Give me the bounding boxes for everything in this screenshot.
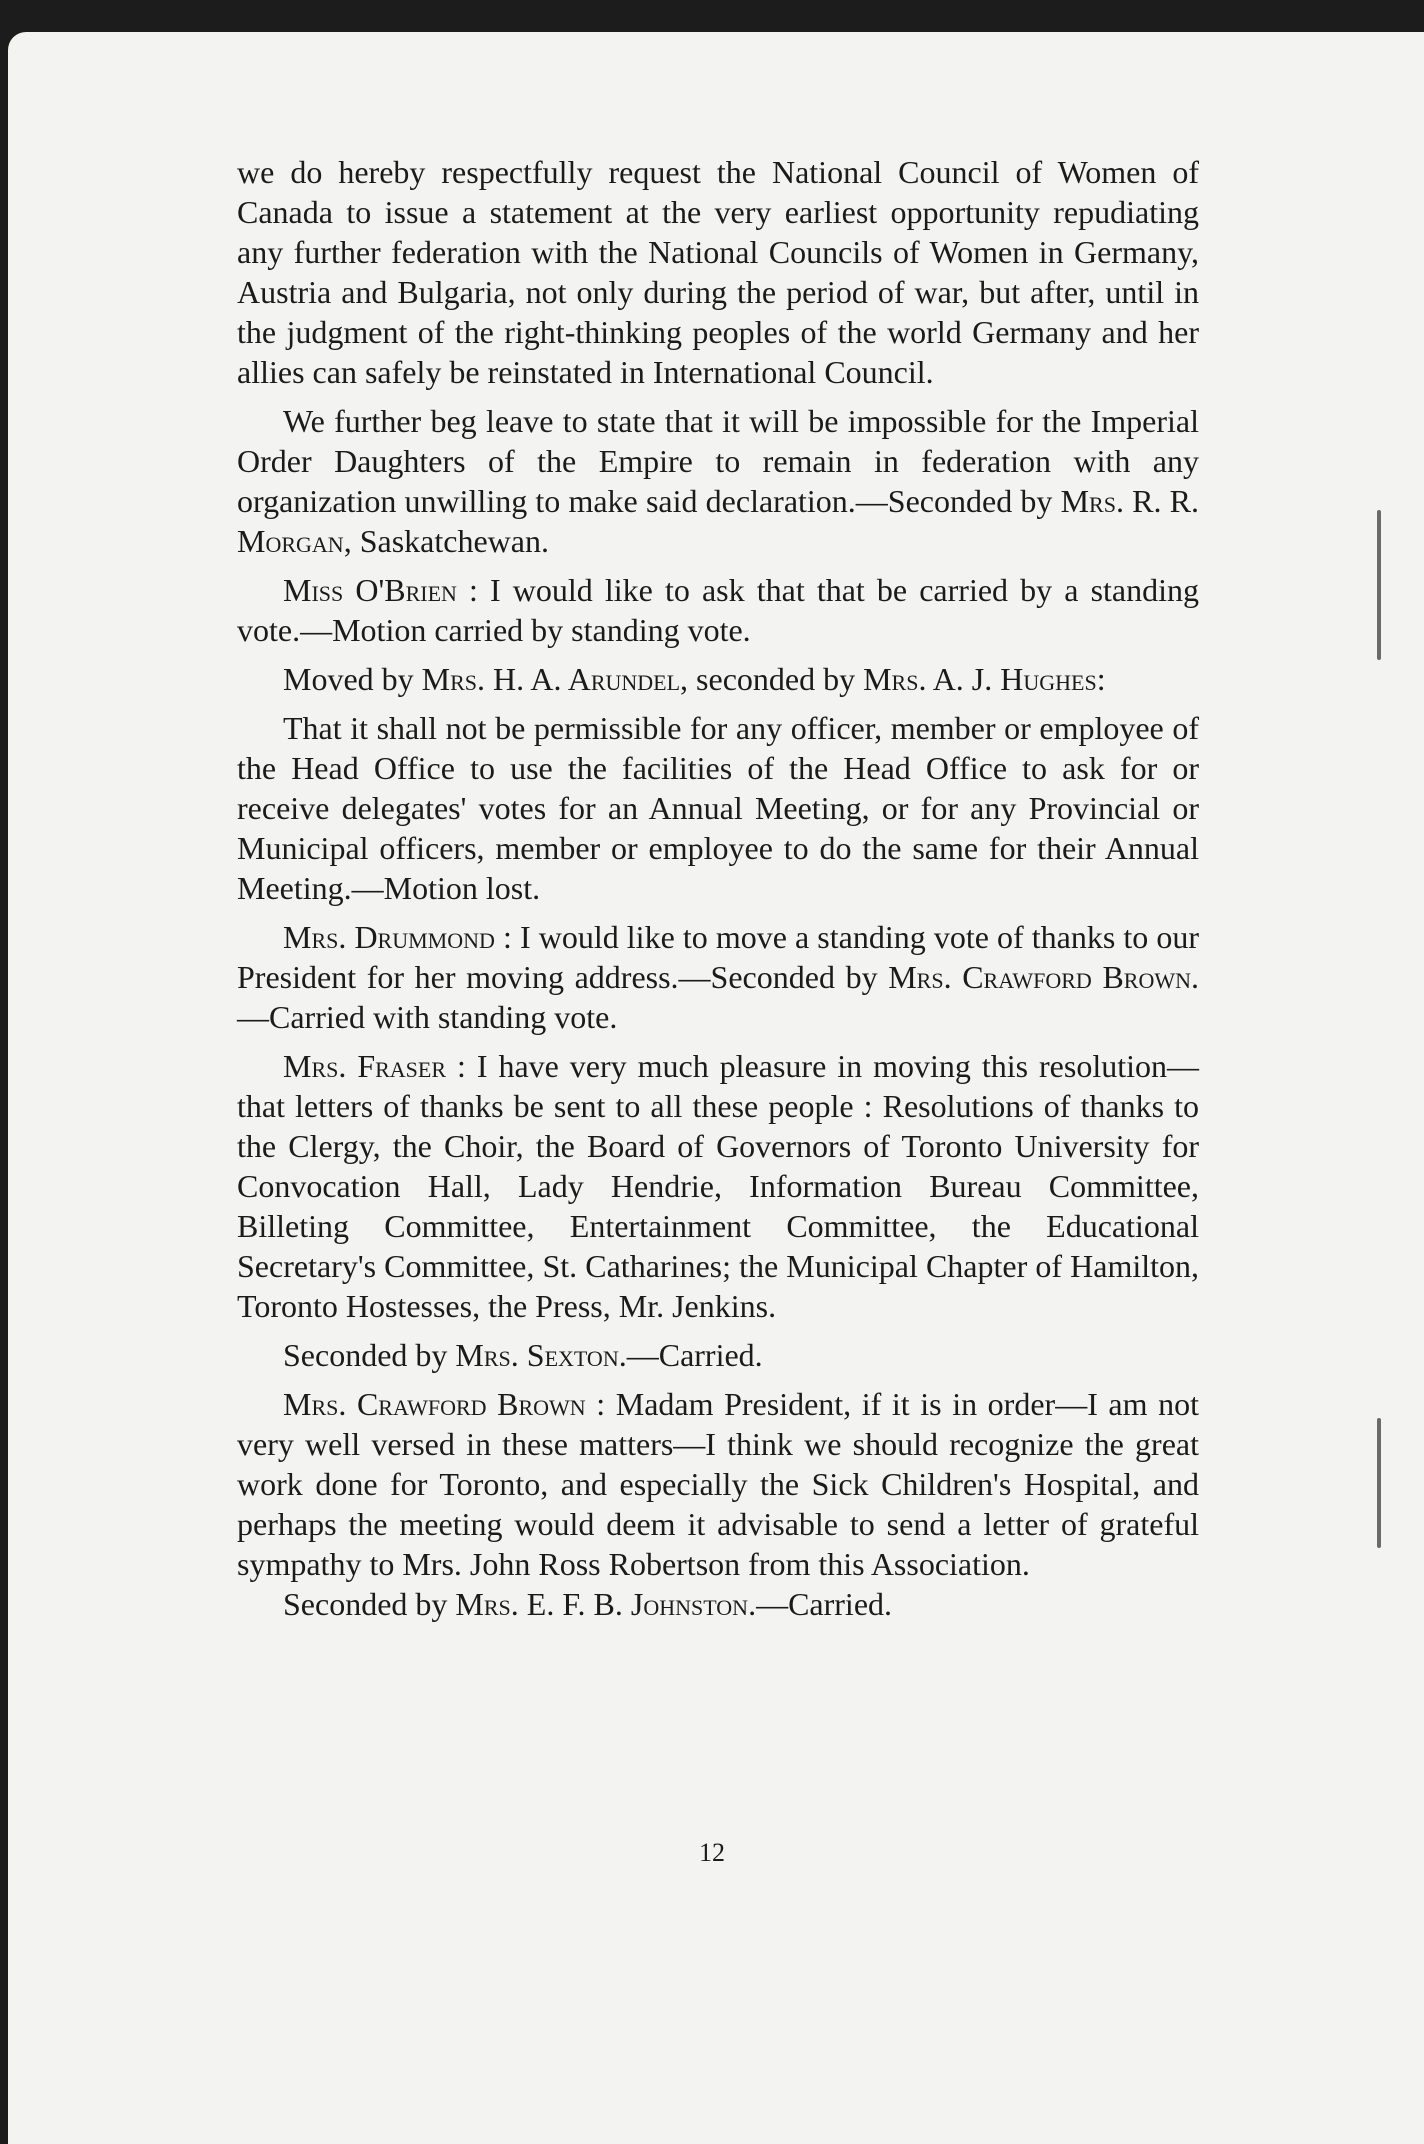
text-run: , Saskatchewan. <box>343 523 549 559</box>
text-run: We further beg leave to state that it will be impossible for the Imperial Order Daughters of the Empire to remain in federation with any organization unwilling to make said declaration.—Seconded by <box>237 403 1199 519</box>
text-run: Seconded by <box>283 1586 456 1622</box>
paragraph-p9 <box>237 1384 1199 1584</box>
speaker-name: Mrs. Crawford Brown <box>888 959 1191 995</box>
speaker-name: Mrs. E. F. B. Johnston <box>455 1586 749 1622</box>
text-run: Moved by <box>283 661 422 697</box>
paragraph-p10 <box>237 1584 1199 1624</box>
paragraph-p2 <box>237 401 1199 561</box>
text-run: : Madam President, if it is in order—I am not very well versed in these matters—I think we should recognize the great work done for Toronto, and especially the Sick Children's Hospital, and perhaps the meeting would deem it advisable to send a letter of grateful sympathy to Mrs. John Ross Robertson from this Association. <box>237 1386 1199 1582</box>
paragraph-p5 <box>237 708 1199 908</box>
speaker-name: Mrs. Crawford Brown <box>283 1386 586 1422</box>
text-run: .—Carried with standing vote. <box>237 959 1199 1035</box>
speaker-name: Mrs. Drummond <box>283 919 495 955</box>
margin-mark-top <box>1377 510 1381 660</box>
paragraph-p8 <box>237 1335 1199 1375</box>
text-run: : I have very much pleasure in moving this resolution—that letters of thanks be sent to all these people : Resolutions of thanks to the Clergy, the Choir, the Board of Governors of Toronto University for Convocation Hall, Lady Hendrie, Information Bureau Committee, Billeting Committee, Entertainment Committee, the Educational Secretary's Committee, St. Catharines; the Municipal Chapter of Hamilton, Toronto Hostesses, the Press, Mr. Jenkins. <box>237 1048 1199 1324</box>
text-run: we do hereby respectfully request the National Council of Women of Canada to issue a statement at the very earliest opportunity repudiating any further federation with the National Councils of Women in Germany, Austria and Bulgaria, not only during the period of war, but after, until in the judgment of the right-thinking peoples of the world Germany and her allies can safely be reinstated in International Council. <box>237 154 1199 390</box>
text-run: : <box>1096 661 1106 697</box>
speaker-name: Mrs. H. A. Arundel <box>421 661 681 697</box>
margin-mark-bottom <box>1377 1418 1381 1548</box>
speaker-name: Mrs. Fraser <box>283 1048 447 1084</box>
text-run: , seconded by <box>680 661 864 697</box>
paragraph-p4 <box>237 659 1199 699</box>
text-run: : I would like to ask that that be carried by a standing vote.—Motion carried by standing vote. <box>237 572 1200 648</box>
text-run: .—Carried. <box>618 1337 763 1373</box>
paragraph-p7 <box>237 1046 1199 1326</box>
text-run: .—Carried. <box>748 1586 893 1622</box>
text-run: That it shall not be permissible for any officer, member or employee of the Head Office to use the facilities of the Head Office to ask for or receive delegates' votes for an Annual Meeting, or for any Provincial or Municipal officers, member or employee to do the same for their Annual Meeting.—Motion lost. <box>237 710 1199 906</box>
page-number: 12 <box>699 1838 725 1867</box>
speaker-name: Mrs. R. R. Morgan <box>237 483 1199 559</box>
speaker-name: Mrs. A. J. Hughes <box>863 661 1097 697</box>
speaker-name: Mrs. Sexton <box>455 1337 619 1373</box>
text-run: Seconded by <box>283 1337 456 1373</box>
text-run: : I would like to move a standing vote of thanks to our President for her moving address.—Seconded by <box>237 919 1199 995</box>
document-body <box>237 152 1199 1633</box>
paragraph-p6 <box>237 917 1199 1037</box>
speaker-name: Miss O'Brien <box>283 572 457 608</box>
paragraph-p1 <box>237 152 1199 392</box>
paragraph-p3 <box>237 570 1199 650</box>
